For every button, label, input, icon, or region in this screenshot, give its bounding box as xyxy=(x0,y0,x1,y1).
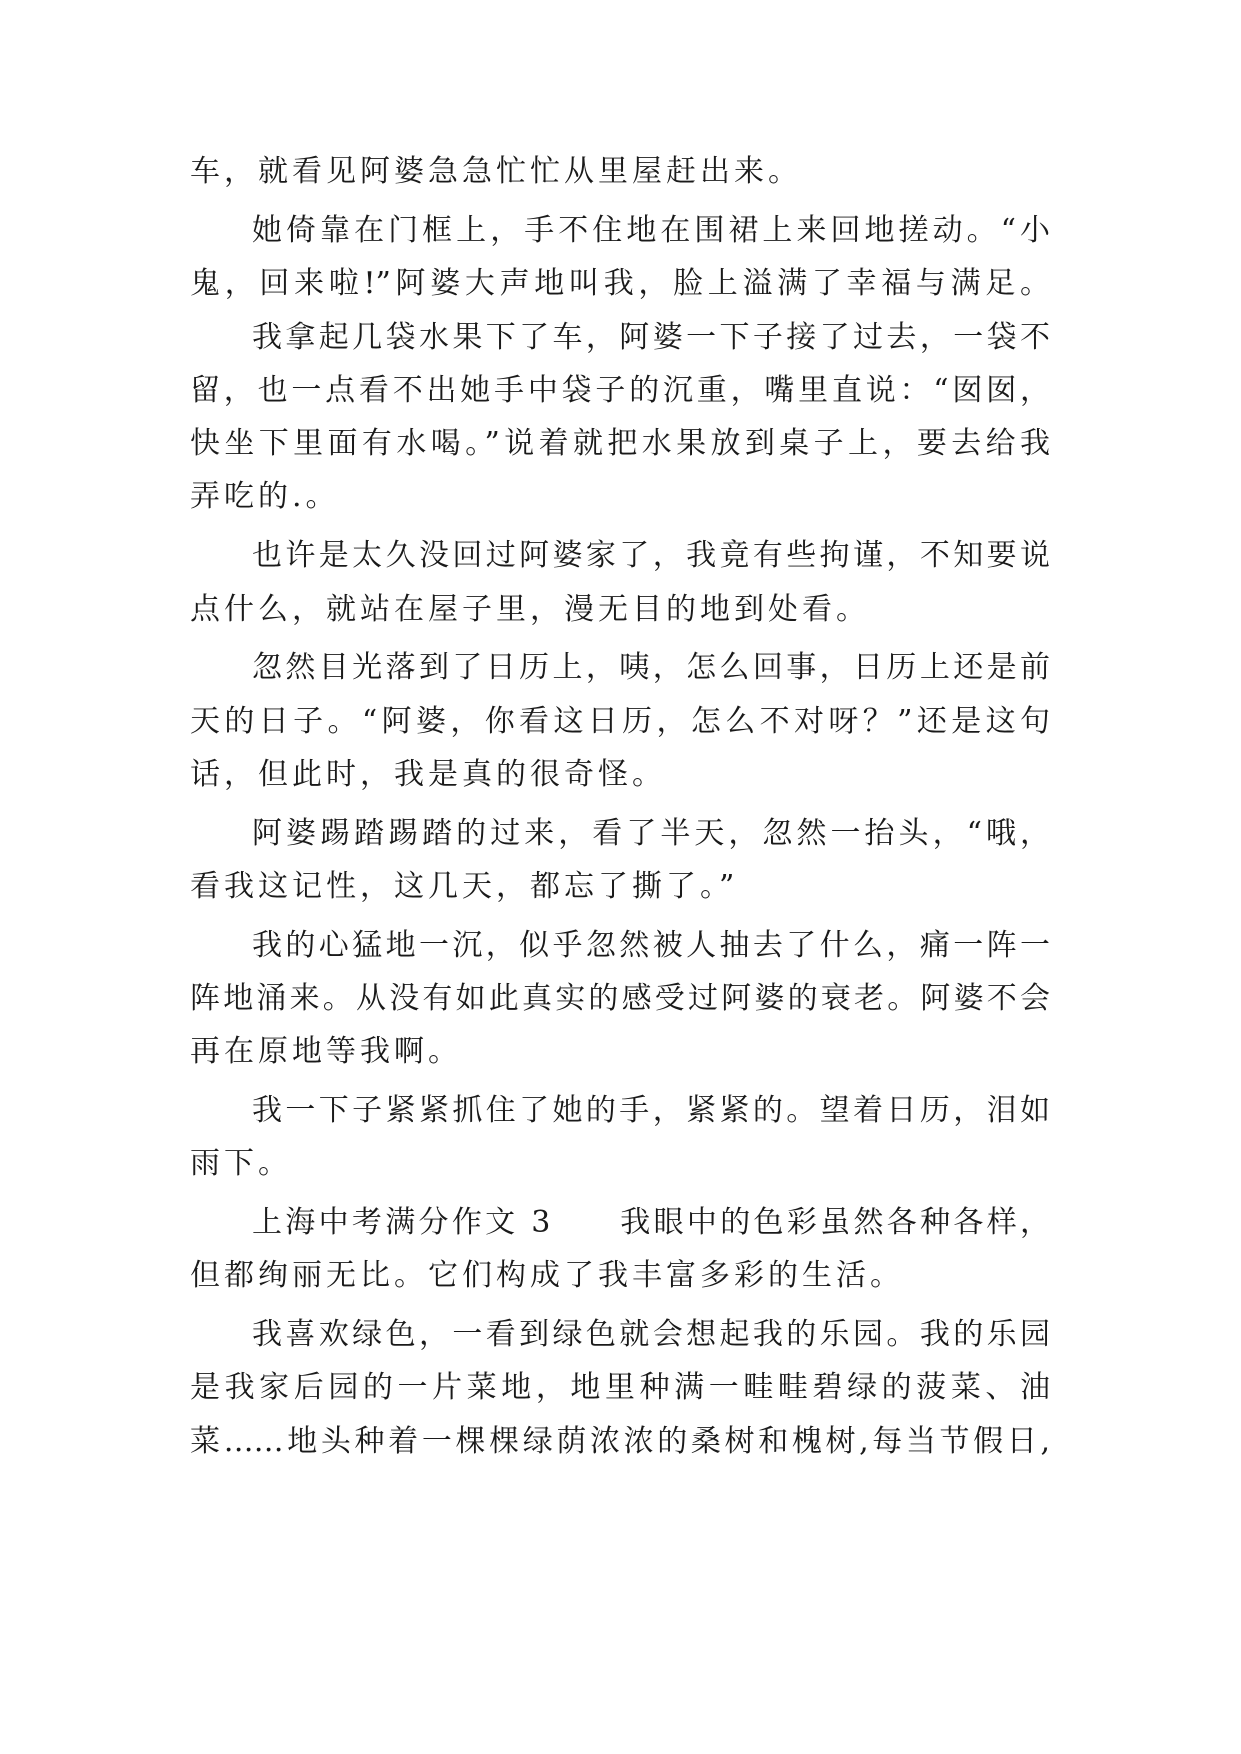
paragraph-first-line: 也许是太久没回过阿婆家了，我竟有些拘谨，不知要说 xyxy=(252,538,1050,573)
text-line: 阵地涌来。从没有如此真实的感受过阿婆的衰老。阿婆不会 xyxy=(190,981,1050,1016)
section-heading-line: 上海中考满分作文 3 我眼中的色彩虽然各种各样， xyxy=(252,1205,1050,1240)
paragraph-first-line: 我喜欢绿色，一看到绿色就会想起我的乐园。我的乐园 xyxy=(252,1317,1050,1352)
text-line: 鬼，回来啦!”阿婆大声地叫我，脸上溢满了幸福与满足。 xyxy=(190,266,1050,301)
text-line: 车，就看见阿婆急急忙忙从里屋赶出来。 xyxy=(190,154,802,189)
text-line: 天的日子。“阿婆，你看这日历，怎么不对呀？”还是这句 xyxy=(190,704,1050,739)
text-line: 留，也一点看不出她手中袋子的沉重，嘴里直说：“囡囡， xyxy=(190,373,1050,408)
text-line: 点什么，就站在屋子里，漫无目的地到处看。 xyxy=(190,592,870,627)
text-line: 是我家后园的一片菜地，地里种满一畦畦碧绿的菠菜、油 xyxy=(190,1370,1050,1405)
paragraph-first-line: 忽然目光落到了日历上，咦，怎么回事，日历上还是前 xyxy=(252,650,1050,685)
text-line: 弄吃的.。 xyxy=(190,479,340,514)
paragraph-first-line: 我拿起几袋水果下了车，阿婆一下子接了过去，一袋不 xyxy=(252,320,1050,355)
text-line: 看我这记性，这几天，都忘了撕了。” xyxy=(190,869,739,904)
paragraph-first-line: 阿婆踢踏踢踏的过来，看了半天，忽然一抬头，“哦， xyxy=(252,816,1050,851)
paragraph-first-line: 我一下子紧紧抓住了她的手，紧紧的。望着日历，泪如 xyxy=(252,1093,1050,1128)
text-line: 快坐下里面有水喝。”说着就把水果放到桌子上，要去给我 xyxy=(190,426,1050,461)
text-line: 但都绚丽无比。它们构成了我丰富多彩的生活。 xyxy=(190,1258,904,1293)
paragraph-first-line: 她倚靠在门框上，手不住地在围裙上来回地搓动。“小 xyxy=(252,213,1050,248)
text-line: 菜……地头种着一棵棵绿荫浓浓的桑树和槐树,每当节假日, xyxy=(190,1424,1050,1459)
text-line: 再在原地等我啊。 xyxy=(190,1034,462,1069)
paragraph-first-line: 我的心猛地一沉，似乎忽然被人抽去了什么，痛一阵一 xyxy=(252,928,1050,963)
text-line: 话，但此时，我是真的很奇怪。 xyxy=(190,757,666,792)
text-line: 雨下。 xyxy=(190,1146,292,1181)
